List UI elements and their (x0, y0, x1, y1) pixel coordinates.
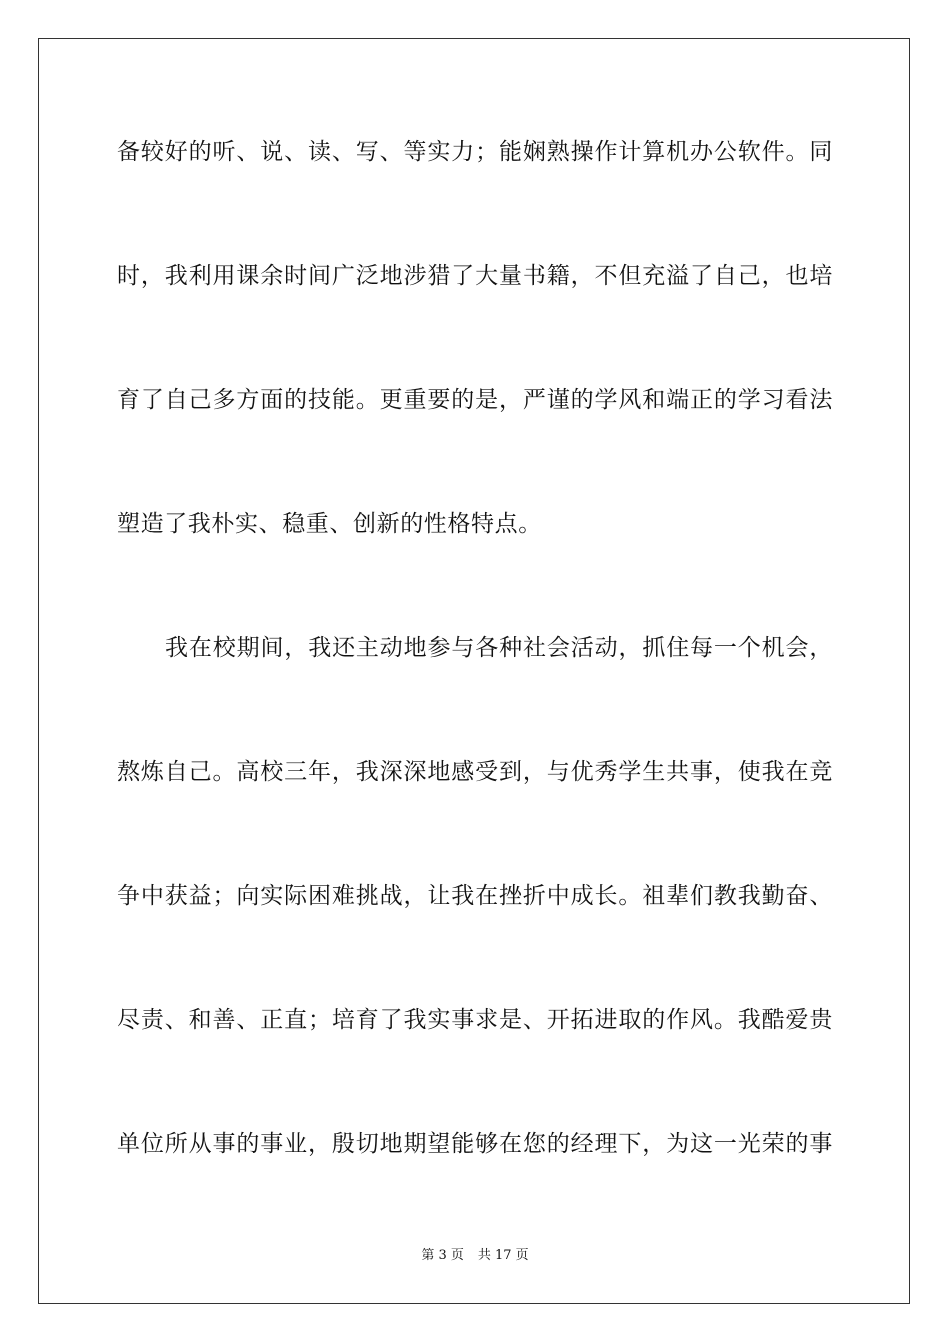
body-text-line: 尽责、和善、正直；培育了我实事求是、开拓进取的作风。我酷爱贵 (117, 1007, 833, 1033)
page-frame (38, 38, 910, 1304)
paragraph-start-line: 我在校期间，我还主动地参与各种社会活动，抓住每一个机会， (165, 635, 833, 661)
body-text-line: 熬炼自己。高校三年，我深深地感受到，与优秀学生共事，使我在竞 (117, 759, 833, 785)
body-text-line: 育了自己多方面的技能。更重要的是，严谨的学风和端正的学习看法 (117, 387, 833, 413)
body-text-line: 单位所从事的事业，殷切地期望能够在您的经理下，为这一光荣的事 (117, 1131, 833, 1157)
body-text-line: 备较好的听、说、读、写、等实力；能娴熟操作计算机办公软件。同 (117, 139, 833, 165)
body-text-line: 时，我利用课余时间广泛地涉猎了大量书籍，不但充溢了自己，也培 (117, 263, 833, 289)
total-pages: 共 17 页 (477, 1248, 529, 1263)
body-text-line: 争中获益；向实际困难挑战，让我在挫折中成长。祖辈们教我勤奋、 (117, 883, 833, 909)
body-text-line: 塑造了我朴实、稳重、创新的性格特点。 (117, 511, 542, 537)
page-footer (0, 1247, 950, 1265)
page-number: 第 3 页 (421, 1248, 464, 1263)
